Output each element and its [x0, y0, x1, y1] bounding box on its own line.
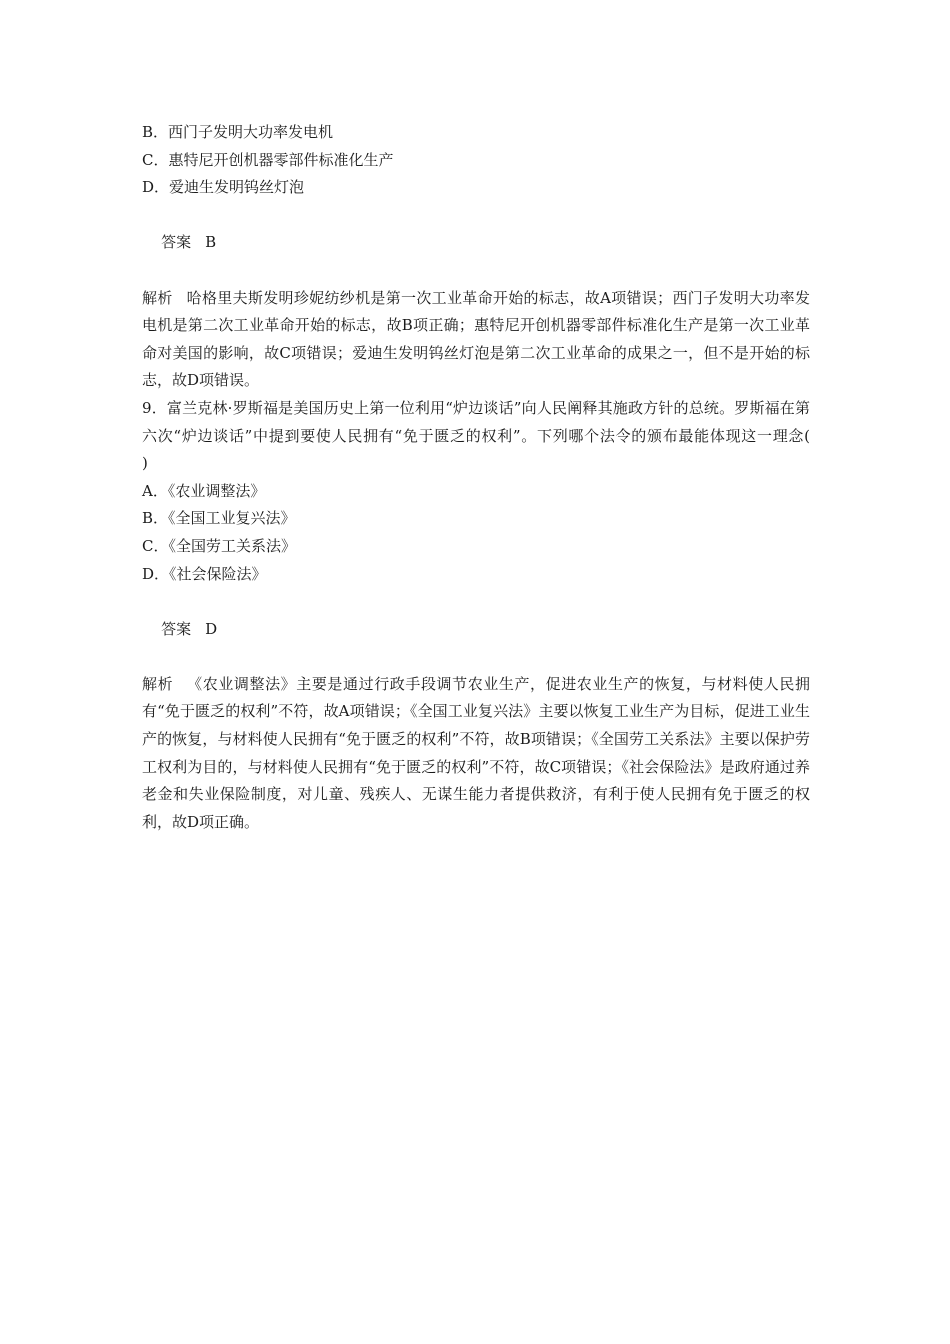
q8-analysis: [142, 285, 810, 395]
q8-option-c: C．惠特尼开创机器零部件标准化生产: [142, 150, 394, 169]
q9-option-c: C．《全国劳工关系法》: [142, 536, 296, 555]
q9-analysis: [142, 671, 810, 837]
q8-answer-value: B: [205, 233, 217, 252]
q9-option-d: D．《社会保险法》: [142, 564, 267, 583]
q9-analysis-label: 解析: [142, 674, 174, 693]
q9-answer-value: D: [205, 619, 218, 638]
q8-answer: [142, 202, 810, 285]
q8-option-b: B．西门子发明大功率发电机: [142, 123, 334, 141]
q8-option-d: D．爱迪生发明钨丝灯泡: [142, 178, 305, 197]
q9-option-a: A．《农业调整法》: [142, 481, 266, 500]
q9-option-b: B．《全国工业复兴法》: [142, 509, 296, 528]
q8-answer-label: 答案: [161, 233, 192, 252]
q9-answer: [142, 588, 810, 671]
q9-analysis-text: 《农业调整法》主要是通过行政手段调节农业生产，促进农业生产的恢复，与材料使人民拥有“免于匮乏的权利”不符，故A项错误；《全国工业复兴法》主要以恢复工业生产为目标，促进工业生产的恢复，与材料使人民拥有“免于匮乏的权利”不符，故B项错误；《全国劳工关系法》主要以保护劳工权利为目的，与材料使人民拥有“免于匮乏的权利”不符，故C项错误；《社会保险法》是政府通过养老金和失业保险制度，对儿童、残疾人、无谋生能力者提供救济，有利于使人民拥有免于匮乏的权利，故D项正确。: [142, 674, 810, 831]
q8-analysis-text: 哈格里夫斯发明珍妮纺纱机是第一次工业革命开始的标志，故A项错误；西门子发明大功率发电机是第二次工业革命开始的标志，故B项正确；惠特尼开创机器零部件标准化生产是第一次工业革命对美国的影响，故C项错误；爱迪生发明钨丝灯泡是第二次工业革命的成果之一，但不是开始的标志，故D项错误。: [142, 288, 810, 390]
q8-analysis-label: 解析: [142, 288, 173, 307]
q9-stem: 9．富兰克林·罗斯福是美国历史上第一位利用“炉边谈话”向人民阐释其施政方针的总统。罗斯福在第六次“炉边谈话”中提到要使人民拥有“免于匮乏的权利”。下列哪个法令的颁布最能体现这一理念( ): [142, 398, 841, 473]
document-page: [142, 119, 841, 836]
q9-answer-label: 答案: [161, 619, 192, 638]
